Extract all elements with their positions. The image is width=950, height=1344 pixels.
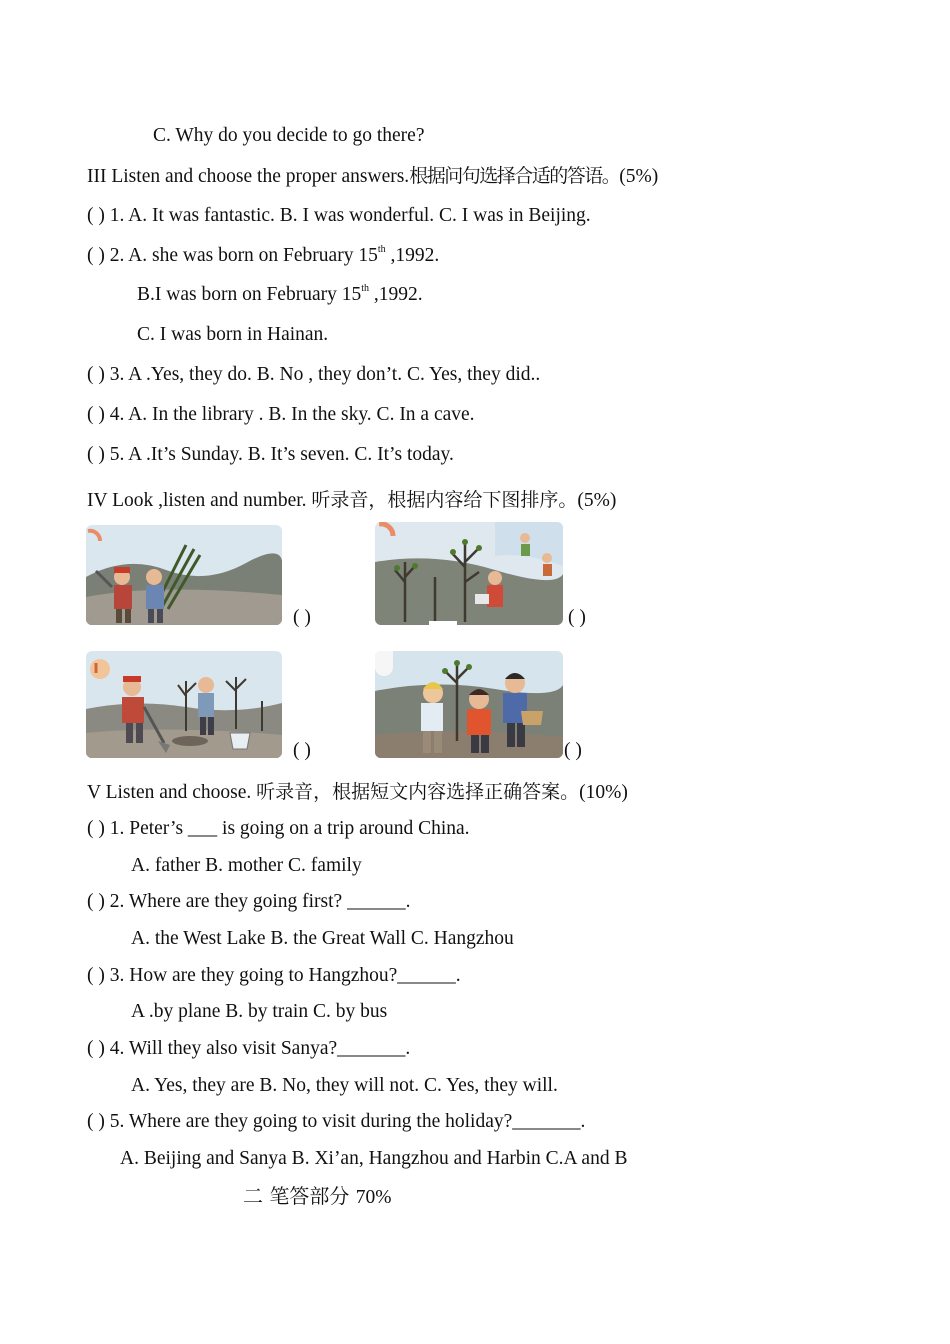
section3-q4: ( ) 4. A. In the library . B. In the sky. C. In a cave. [87, 404, 475, 425]
section3-q2-a [87, 244, 439, 268]
section4-score: (5%) [577, 490, 617, 511]
section5-title-cn: 听录音，根据短文内容选择正确答案。 [256, 781, 580, 803]
section3-title-cn: 根据问句选择合适的答语。 [409, 165, 620, 187]
section3-title: III Listen and choose the proper answers. [87, 166, 410, 187]
section3-q1: ( ) 1. A. It was fantastic. B. I was wonderful. C. I was in Beijing. [87, 205, 591, 226]
q4-blank[interactable]: _______. [337, 1038, 411, 1059]
section3-q2-c: C. I was born in Hainan. [137, 324, 329, 345]
q5-blank[interactable]: _______. [512, 1111, 586, 1132]
section5-q1: ( ) 1. Peter’s ___ is going on a trip around China. [87, 818, 470, 839]
q5-text: ( ) 5. Where are they going to visit during the holiday? [87, 1111, 513, 1132]
section5-q2-options: A. the West Lake B. the Great Wall C. Hangzhou [131, 928, 514, 949]
section5-score: (10%) [579, 782, 628, 803]
section4-title-cn: 听录音，根据内容给下图排序。 [311, 489, 578, 511]
q2-text: ( ) 2. Where are they going first? [87, 891, 348, 912]
q2-b-text: B.I was born on February 15 [137, 284, 362, 305]
q3-blank[interactable]: ______. [397, 965, 461, 986]
q2-a-sup: th [377, 244, 386, 255]
q3-text: ( ) 3. How are they going to Hangzhou? [87, 965, 398, 986]
section5-q4-options: A. Yes, they are B. No, they will not. C. Yes, they will. [131, 1075, 558, 1096]
part2-score: 70% [355, 1187, 392, 1208]
prev-option-c: C. Why do you decide to go there? [153, 125, 425, 146]
section5-q5-options: A. Beijing and Sanya B. Xi’an, Hangzhou and Harbin C.A and B [120, 1148, 628, 1169]
section5-q4 [87, 1037, 410, 1061]
section5-heading [87, 780, 628, 805]
section5-title: V Listen and choose. [87, 782, 257, 803]
answer-paren-4[interactable]: ( ) [564, 740, 582, 761]
q2-blank[interactable]: ______. [347, 891, 411, 912]
part2-heading [243, 1184, 391, 1210]
section3-heading [87, 164, 658, 189]
q2-a-end: ,1992. [385, 245, 440, 266]
section5-q2 [87, 890, 410, 914]
section5-q3-options: A .by plane B. by train C. by bus [131, 1001, 388, 1022]
q2-a-text: ( ) 2. A. she was born on February 15 [87, 245, 378, 266]
q2-b-end: ,1992. [369, 284, 423, 305]
part2-title-cn: 二 笔答部分 [243, 1184, 356, 1208]
q4-text: ( ) 4. Will they also visit Sanya? [87, 1038, 338, 1059]
picture-planting-together [375, 651, 563, 758]
q2-b-sup: th [361, 283, 369, 294]
section3-q2-b [137, 283, 423, 307]
section3-q3: ( ) 3. A .Yes, they do. B. No , they don’t. C. Yes, they did.. [87, 364, 541, 385]
section4-title: IV Look ,listen and number. [87, 490, 312, 511]
answer-paren-2[interactable]: ( ) [568, 607, 586, 628]
answer-paren-3[interactable]: ( ) [293, 740, 311, 761]
section4-heading [87, 488, 616, 513]
answer-paren-1[interactable]: ( ) [293, 607, 311, 628]
picture-digging-holes [86, 651, 282, 758]
section5-q3 [87, 964, 461, 988]
picture-carrying-saplings [86, 525, 282, 625]
section3-q5: ( ) 5. A .It’s Sunday. B. It’s seven. C. It’s today. [87, 444, 454, 465]
section5-q1-options: A. father B. mother C. family [131, 855, 362, 876]
section3-score: (5%) [619, 166, 659, 187]
picture-watering-trees [375, 522, 563, 625]
section5-q5 [87, 1110, 585, 1134]
